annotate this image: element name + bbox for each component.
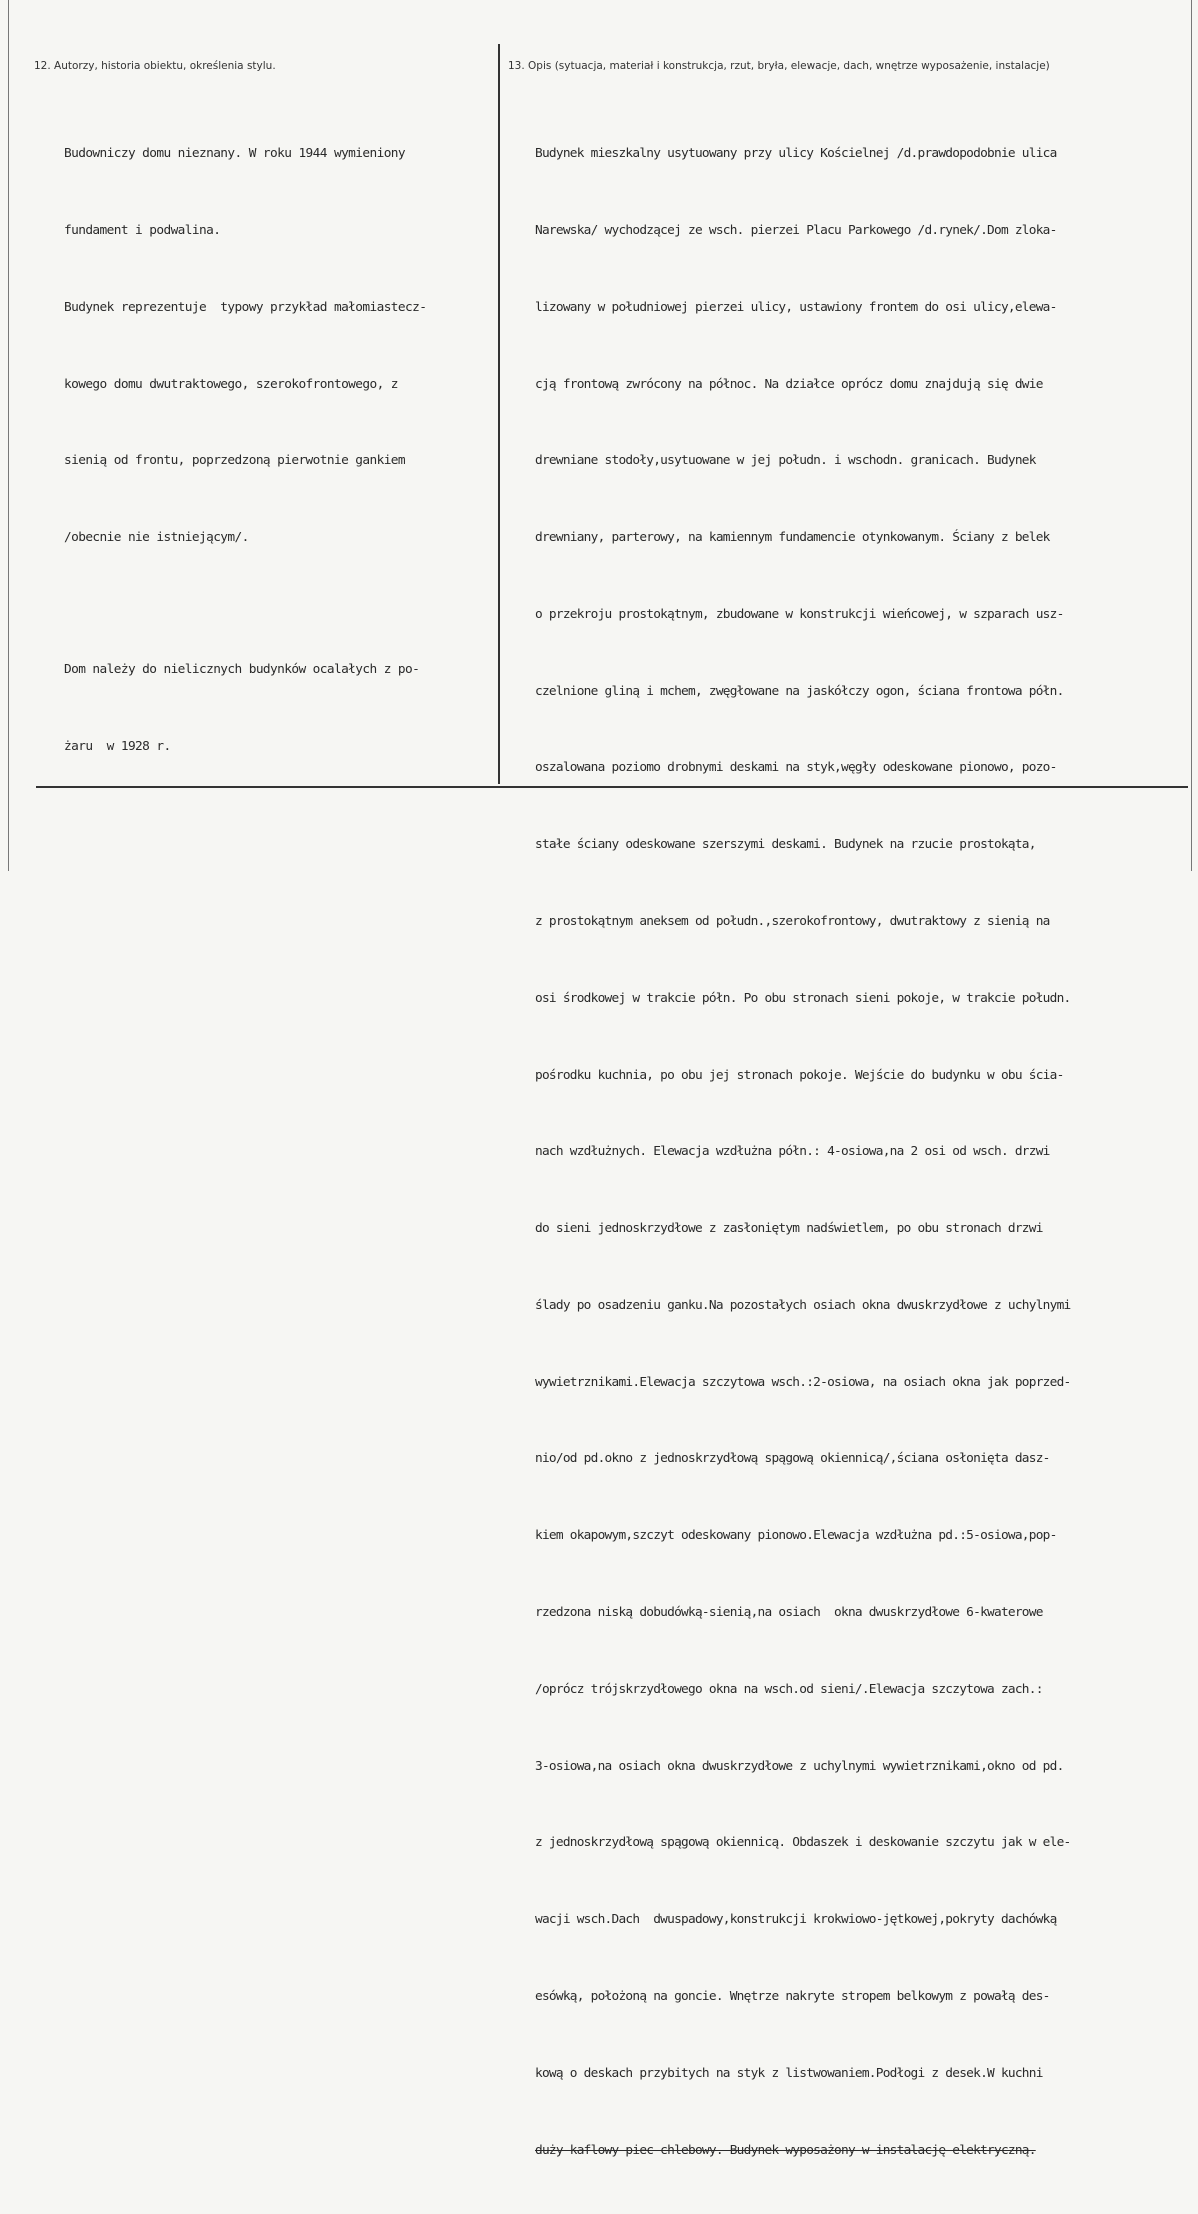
page-border-right [1191, 0, 1192, 871]
section-12-text [64, 90, 426, 811]
text-line: żaru w 1928 r. [64, 738, 171, 754]
text-line: Dom należy do nielicznych budynków ocalałych z po- [64, 662, 420, 678]
text-line: stałe ściany odeskowane szerszymi deskami. Budynek na rzucie prostokąta, [535, 837, 1036, 853]
text-line-struck: duży kaflowy piec chlebowy. Budynek wyposażony w instalację elektryczną. [535, 2142, 1036, 2158]
text-line: Budynek mieszkalny usytuowany przy ulicy Kościelnej /d.prawdopodobnie ulica [535, 146, 1057, 162]
text-line: wacji wsch.Dach dwuspadowy,konstrukcji krokwiowo-jętkowej,pokryty dachówką [535, 1912, 1057, 1928]
text-line: kiem okapowym,szczyt odeskowany pionowo.Elewacja wzdłużna pd.:5-osiowa,pop- [535, 1528, 1057, 1544]
text-line: czelnione gliną i mchem, zwęgłowane na jaskółczy ogon, ściana frontowa półn. [535, 683, 1064, 699]
text-line: osi środkowej w trakcie półn. Po obu stronach sieni pokoje, w trakcie połudn. [535, 990, 1071, 1006]
text-line: drewniane stodoły,usytuowane w jej połudn. i wschodn. granicach. Budynek [535, 453, 1036, 469]
text-line: kową o deskach przybitych na styk z listwowaniem.Podłogi z desek.W kuchni [535, 2065, 1043, 2081]
text-line: /obecnie nie istniejącym/. [64, 530, 249, 546]
text-line: Budowniczy domu nieznany. W roku 1944 wymieniony [64, 146, 406, 162]
text-line: z prostokątnym aneksem od połudn.,szerokofrontowy, dwutraktowy z sienią na [535, 914, 1050, 929]
text-line: Budynek reprezentuje typowy przykład małomiastecz- [64, 299, 427, 315]
text-line: o przekroju prostokątnym, zbudowane w konstrukcji wieńcowej, w szparach usz- [535, 606, 1064, 622]
text-line: nio/od pd.okno z jednoskrzydłową spągową okiennicą/,ściana osłonięta dasz- [535, 1451, 1050, 1467]
text-line: esówką, położoną na goncie. Wnętrze nakryte stropem belkowym z powałą des- [535, 1988, 1050, 2004]
text-line: 3-osiowa,na osiach okna dwuskrzydłowe z uchylnymi wywietrznikami,okno od pd. [535, 1758, 1064, 1774]
page-border-left [8, 0, 9, 871]
text-line: do sieni jednoskrzydłowe z zasłoniętym nadświetlem, po obu stronach drzwi [535, 1221, 1043, 1237]
column-divider [498, 44, 500, 784]
text-line: sienią od frontu, poprzedzoną pierwotnie gankiem [64, 453, 406, 469]
text-line: Narewska/ wychodzącej ze wsch. pierzei Placu Parkowego /d.rynek/.Dom zloka- [535, 222, 1057, 238]
text-line: nach wzdłużnych. Elewacja wzdłużna półn.: 4-osiowa,na 2 osi od wsch. drzwi [535, 1144, 1050, 1160]
text-line: pośrodku kuchnia, po obu jej stronach pokoje. Wejście do budynku w obu ścia- [535, 1067, 1064, 1083]
section-12-header: 12. Autorzy, historia obiektu, określenia stylu. [34, 60, 276, 72]
text-line: ślady po osadzeniu ganku.Na pozostałych osiach okna dwuskrzydłowe z uchylnymi [535, 1297, 1071, 1313]
text-line: /oprócz trójskrzydłowego okna na wsch.od sieni/.Elewacja szczytowa zach.: [535, 1681, 1043, 1697]
text-line: rzedzona niską dobudówką-sienią,na osiach okna dwuskrzydłowe 6-kwaterowe [535, 1605, 1043, 1621]
text-line: oszalowana poziomo drobnymi deskami na styk,węgły odeskowane pionowo, pozo- [535, 760, 1057, 776]
section-13-header: 13. Opis (sytuacja, materiał i konstrukcja, rzut, bryła, elewacje, dach, wnętrze wyposażenie, instalacje) [508, 60, 1050, 72]
text-line: drewniany, parterowy, na kamiennym fundamencie otynkowanym. Ściany z belek [535, 530, 1050, 546]
text-line: kowego domu dwutraktowego, szerokofrontowego, z [64, 376, 398, 392]
section-13-text [535, 90, 1071, 2214]
text-line: fundament i podwalina. [64, 222, 221, 238]
text-line: wywietrznikami.Elewacja szczytowa wsch.:2-osiowa, na osiach okna jak poprzed- [535, 1374, 1071, 1390]
paragraph-gap [64, 602, 426, 606]
text-line: cją frontową zwrócony na północ. Na działce oprócz domu znajdują się dwie [535, 376, 1043, 392]
text-line: lizowany w południowej pierzei ulicy, ustawiony frontem do osi ulicy,elewa- [535, 299, 1057, 315]
text-line: z jednoskrzydłową spągową okiennicą. Obdaszek i deskowanie szczytu jak w ele- [535, 1835, 1071, 1851]
